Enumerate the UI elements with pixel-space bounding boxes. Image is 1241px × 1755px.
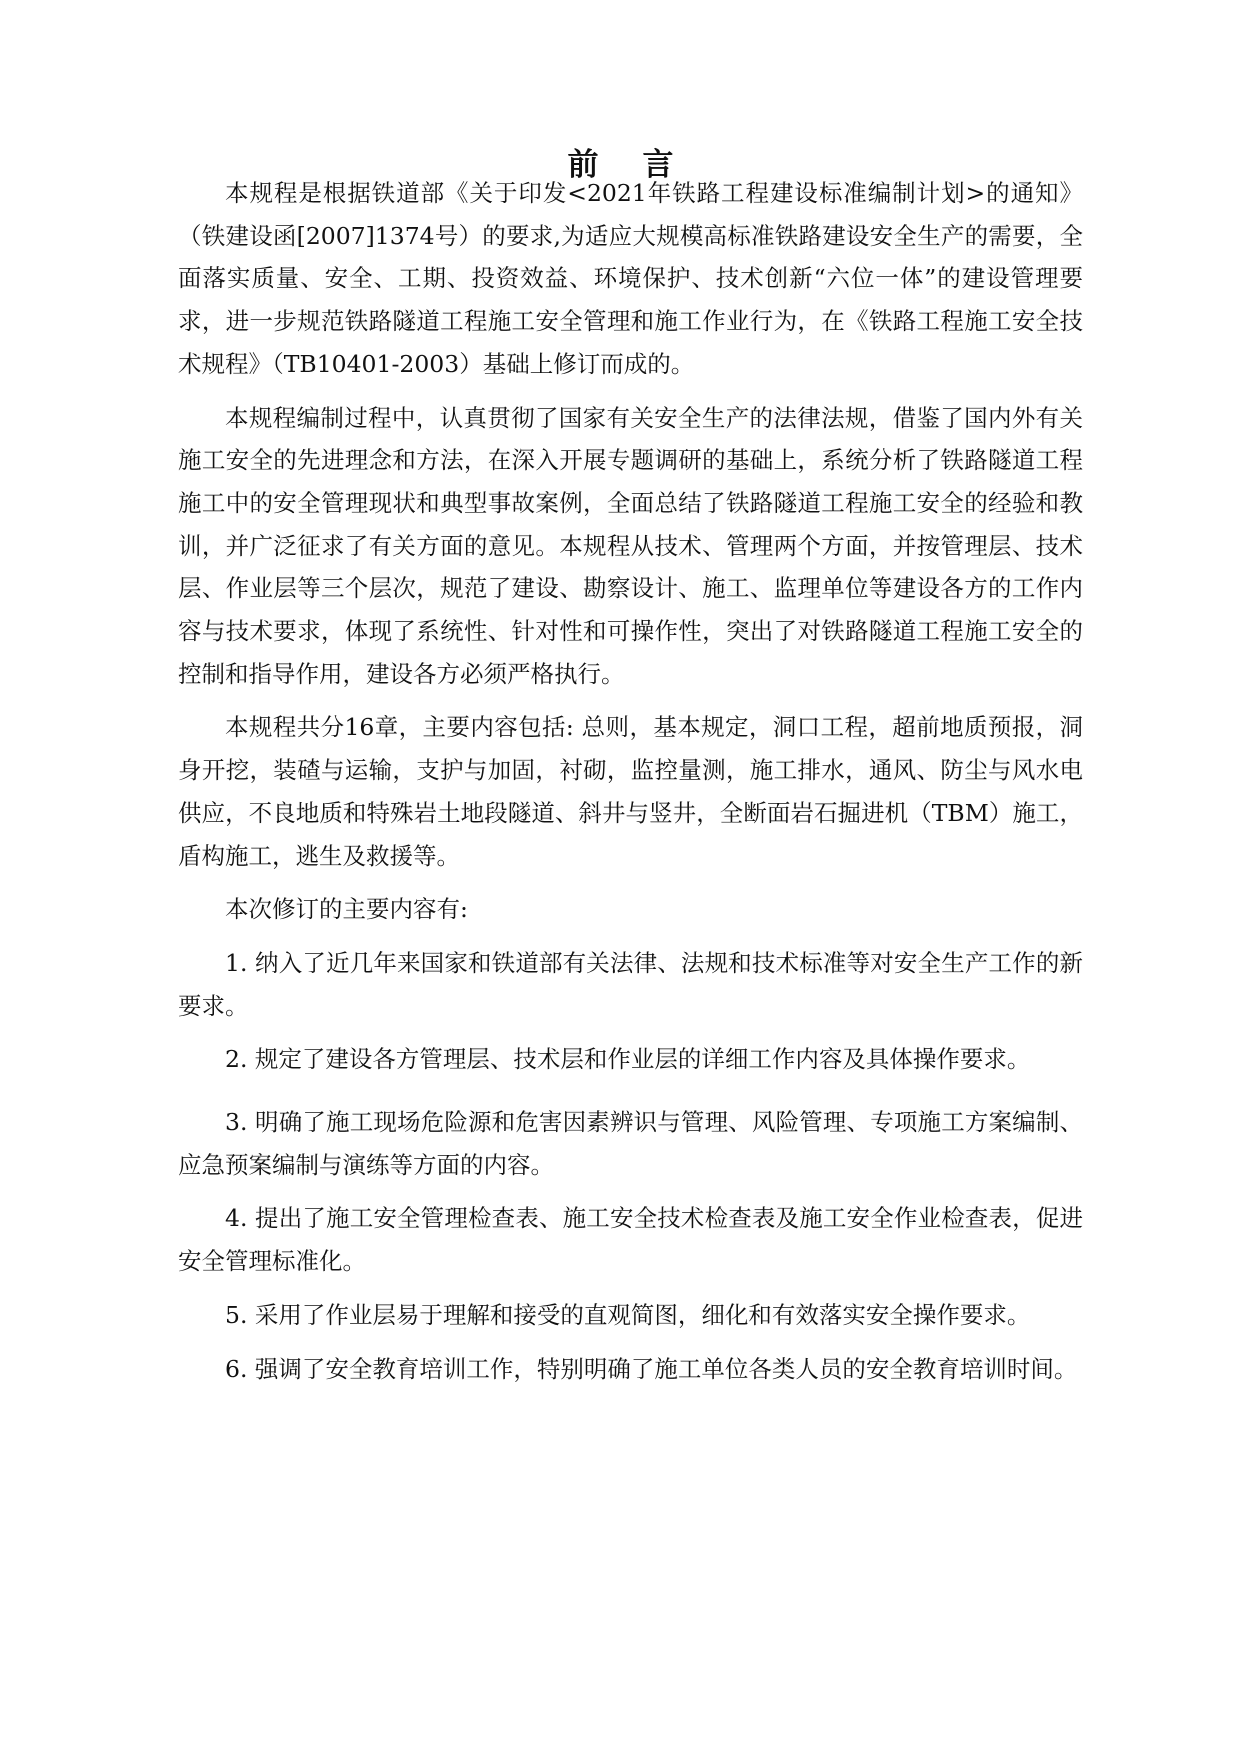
revision-item-5: 5. 采用了作业层易于理解和接受的直观简图，细化和有效落实安全操作要求。 (225, 1300, 1031, 1329)
document-body (178, 172, 1083, 1390)
paragraph-chapter-summary: 本规程共分16章，主要内容包括: 总则，基本规定，洞口工程，超前地质预报，洞身开挖，装碴与运输，支护与加固，衬砌，监控量测，施工排水，通风、防尘与风水电供应，不良地质和特殊岩土地段隧道、斜井与竖井，全断面岩石掘进机（TBM）施工，盾构施工，逃生及救援等。 (178, 713, 1083, 870)
revision-item-6: 6. 强调了安全教育培训工作，特别明确了施工单位各类人员的安全教育培训时间。 (225, 1354, 1078, 1383)
paragraph-revision-intro: 本次修订的主要内容有: (225, 895, 468, 924)
paragraph-background: 本规程是根据铁道部《关于印发<2021年铁路工程建设标准编制计划>的通知》（铁建设函[2007]1374号）的要求,为适应大规模高标准铁路建设安全生产的需要，全面落实质量、安全、工期、投资效益、环境保护、技术创新“六位一体”的建设管理要求，进一步规范铁路隧道工程施工安全管理和施工作业行为，在《铁路工程施工安全技术规程》（TB10401-2003）基础上修订而成的。 (178, 179, 1083, 378)
page-title: 前言 (567, 147, 718, 183)
revision-item-4: 4. 提出了施工安全管理检查表、施工安全技术检查表及施工安全作业检查表，促进安全管理标准化。 (178, 1204, 1083, 1276)
paragraph-compilation-process: 本规程编制过程中，认真贯彻了国家有关安全生产的法律法规，借鉴了国内外有关施工安全的先进理念和方法，在深入开展专题调研的基础上，系统分析了铁路隧道工程施工中的安全管理现状和典型事故案例，全面总结了铁路隧道工程施工安全的经验和教训，并广泛征求了有关方面的意见。本规程从技术、管理两个方面，并按管理层、技术层、作业层等三个层次，规范了建设、勘察设计、施工、监理单位等建设各方的工作内容与技术要求，体现了系统性、针对性和可操作性，突出了对铁路隧道工程施工安全的控制和指导作用，建设各方必须严格执行。 (178, 403, 1083, 688)
revision-item-1: 1. 纳入了近几年来国家和铁道部有关法律、法规和技术标准等对安全生产工作的新要求。 (178, 948, 1083, 1020)
revision-item-2: 2. 规定了建设各方管理层、技术层和作业层的详细工作内容及具体操作要求。 (225, 1045, 1031, 1074)
revision-item-3: 3. 明确了施工现场危险源和危害因素辨识与管理、风险管理、专项施工方案编制、应急预案编制与演练等方面的内容。 (178, 1108, 1083, 1179)
